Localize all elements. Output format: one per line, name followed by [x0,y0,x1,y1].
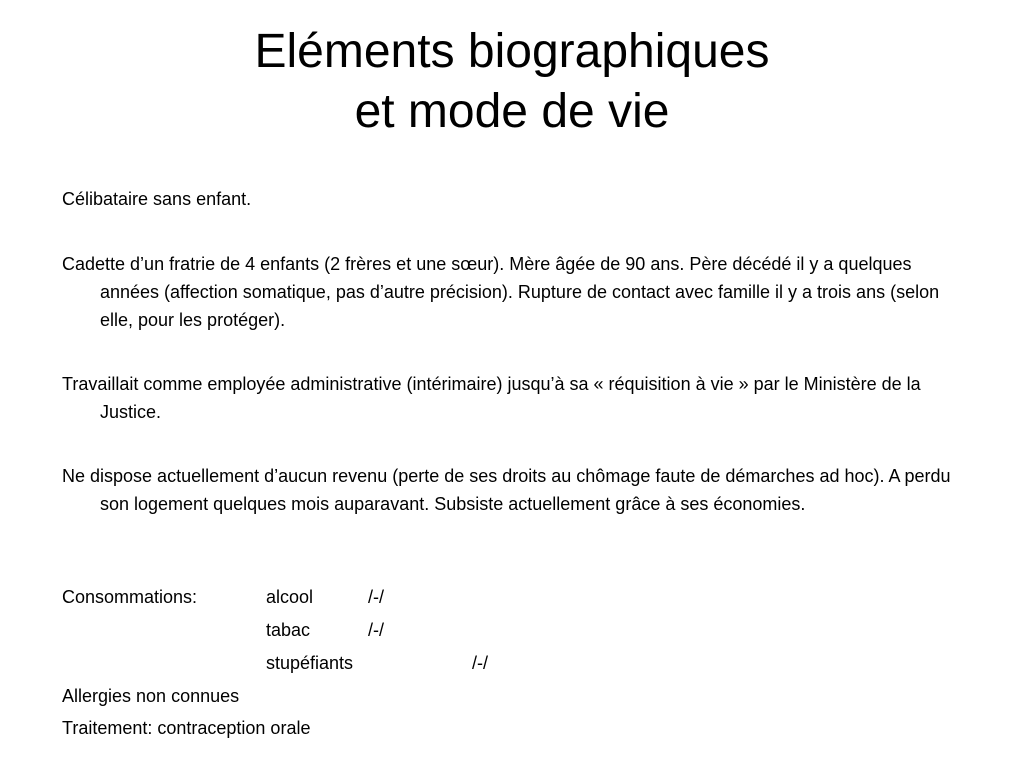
consumption-item-value: /-/ [472,653,488,673]
slide-title [0,22,1024,142]
consumption-row-drugs [62,649,962,677]
consumption-item-name: stupéfiants [266,653,354,673]
consumption-item-value: /-/ [368,620,384,640]
consumption-label: Consommations: [62,587,198,607]
title-line-2: et mode de vie [354,85,670,138]
consumption-item-name: tabac [266,620,311,640]
paragraph-income: Ne dispose actuellement d’aucun revenu (perte de ses droits au chômage faute de démarches ad hoc). A perdu son logement quelques mois auparavant. Subsiste actuellement grâce à ses économies. [62,466,951,514]
paragraph-work: Travaillait comme employée administrative (intérimaire) jusqu’à sa « réquisition à vie » par le Ministère de la Justice. [62,374,921,422]
consumption-row-tobacco [62,616,962,644]
paragraph-family: Cadette d’un fratrie de 4 enfants (2 frères et une sœur). Mère âgée de 90 ans. Père décédé il y a quelques années (affection somatique, pas d’autre précision). Rupture de contact avec famille il y a trois ans (selon elle, pour les protéger). [62,254,940,330]
title-line-1: Eléments biographiques [254,25,770,78]
consumption-row-alcohol [62,583,962,611]
treatment-line: Traitement: contraception orale [62,718,311,738]
paragraph-civil-status: Célibataire sans enfant. [62,189,252,209]
consumption-item-value: /-/ [368,587,384,607]
consumption-item-name: alcool [266,587,314,607]
allergies-line: Allergies non connues [62,686,240,706]
